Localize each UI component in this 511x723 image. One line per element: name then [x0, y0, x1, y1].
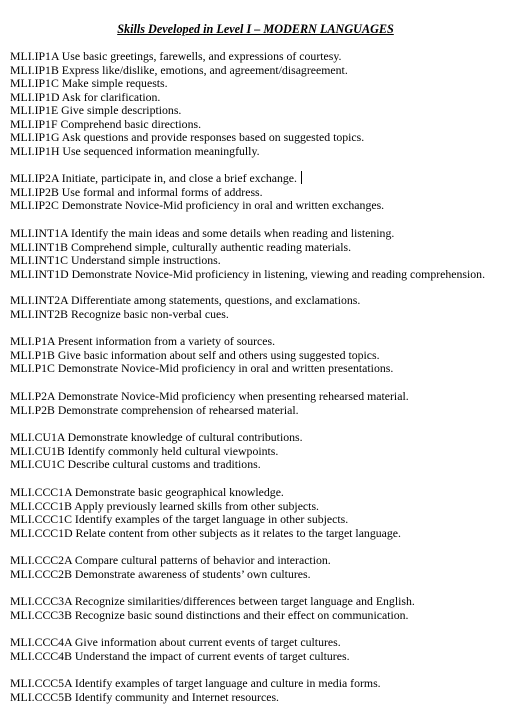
skill-line: MLI.INT1A Identify the main ideas and some details when reading and listening.	[10, 226, 395, 240]
skill-line: MLI.CCC5A Identify examples of target language and culture in media forms.	[10, 676, 381, 690]
skill-line: MLI.IP1F Comprehend basic directions.	[10, 116, 202, 131]
skill-line: MLI.P1C Demonstrate Novice-Mid proficiency in oral and written presentations.	[10, 361, 394, 376]
skill-line: MLI.P2B Demonstrate comprehension of rehearsed material.	[10, 402, 299, 417]
skill-line: MLI.CCC1A Demonstrate basic geographical knowledge.	[10, 485, 284, 499]
skill-line: MLI.INT1B Comprehend simple, culturally authentic reading materials.	[10, 239, 352, 254]
skill-line: MLI.P1B Give basic information about self and others using suggested topics.	[10, 347, 380, 362]
skill-line: MLI.IP1A Use basic greetings, farewells, and expressions of courtesy.	[10, 49, 342, 63]
skill-line: MLI.INT1D Demonstrate Novice-Mid proficiency in listening, viewing and reading comprehension.	[10, 266, 486, 281]
skill-line: MLI.CCC4A Give information about current events of target cultures.	[10, 635, 341, 649]
skill-line: MLI.CCC1B Apply previously learned skills from other subjects.	[10, 498, 319, 513]
skill-line: MLI.CCC4B Understand the impact of current events of target cultures.	[10, 648, 350, 663]
skill-line: MLI.IP2B Use formal and informal forms of address.	[10, 184, 263, 199]
skill-line: MLI.IP1C Make simple requests.	[10, 76, 168, 91]
text-cursor	[301, 171, 302, 184]
skill-line: MLI.IP1B Express like/dislike, emotions, and agreement/disagreement.	[10, 62, 348, 77]
skill-line: MLI.IP1H Use sequenced information meaningfully.	[10, 143, 260, 158]
skill-line: MLI.CU1C Describe cultural customs and traditions.	[10, 457, 261, 472]
skill-line: MLI.CCC5B Identify community and Internet resources.	[10, 689, 279, 704]
skill-line: MLI.INT1C Understand simple instructions.	[10, 253, 221, 268]
skill-line: MLI.IP1D Ask for clarification.	[10, 89, 161, 104]
skill-line: MLI.CCC1C Identify examples of the target language in other subjects.	[10, 512, 349, 527]
skill-line: MLI.CCC2B Demonstrate awareness of students’ own cultures.	[10, 566, 311, 581]
skill-line: MLI.IP1G Ask questions and provide responses based on suggested topics.	[10, 130, 365, 145]
skill-line: MLI.INT2A Differentiate among statements, questions, and exclamations.	[10, 293, 361, 307]
skill-line: MLI.CCC2A Compare cultural patterns of behavior and interaction.	[10, 553, 331, 567]
skill-line: MLI.P1A Present information from a variety of sources.	[10, 334, 276, 348]
skill-line: MLI.CCC3A Recognize similarities/differences between target language and English.	[10, 594, 415, 608]
skill-line: MLI.CU1B Identify commonly held cultural viewpoints.	[10, 443, 279, 458]
skill-line: MLI.CCC3B Recognize basic sound distinctions and their effect on communication.	[10, 607, 409, 622]
skill-line: MLI.CU1A Demonstrate knowledge of cultural contributions.	[10, 430, 303, 444]
skill-line: MLI.INT2B Recognize basic non-verbal cues.	[10, 306, 229, 321]
page-title: Skills Developed in Level I – MODERN LANGUAGES	[117, 22, 394, 36]
skill-line: MLI.P2A Demonstrate Novice-Mid proficiency when presenting rehearsed material.	[10, 389, 409, 403]
skill-line: MLI.CCC1D Relate content from other subjects as it relates to the target language.	[10, 525, 401, 540]
skill-line: MLI.IP2A Initiate, participate in, and close a brief exchange.	[10, 171, 302, 185]
skill-line: MLI.IP2C Demonstrate Novice-Mid proficiency in oral and written exchanges.	[10, 198, 385, 213]
skill-line: MLI.IP1E Give simple descriptions.	[10, 103, 182, 118]
